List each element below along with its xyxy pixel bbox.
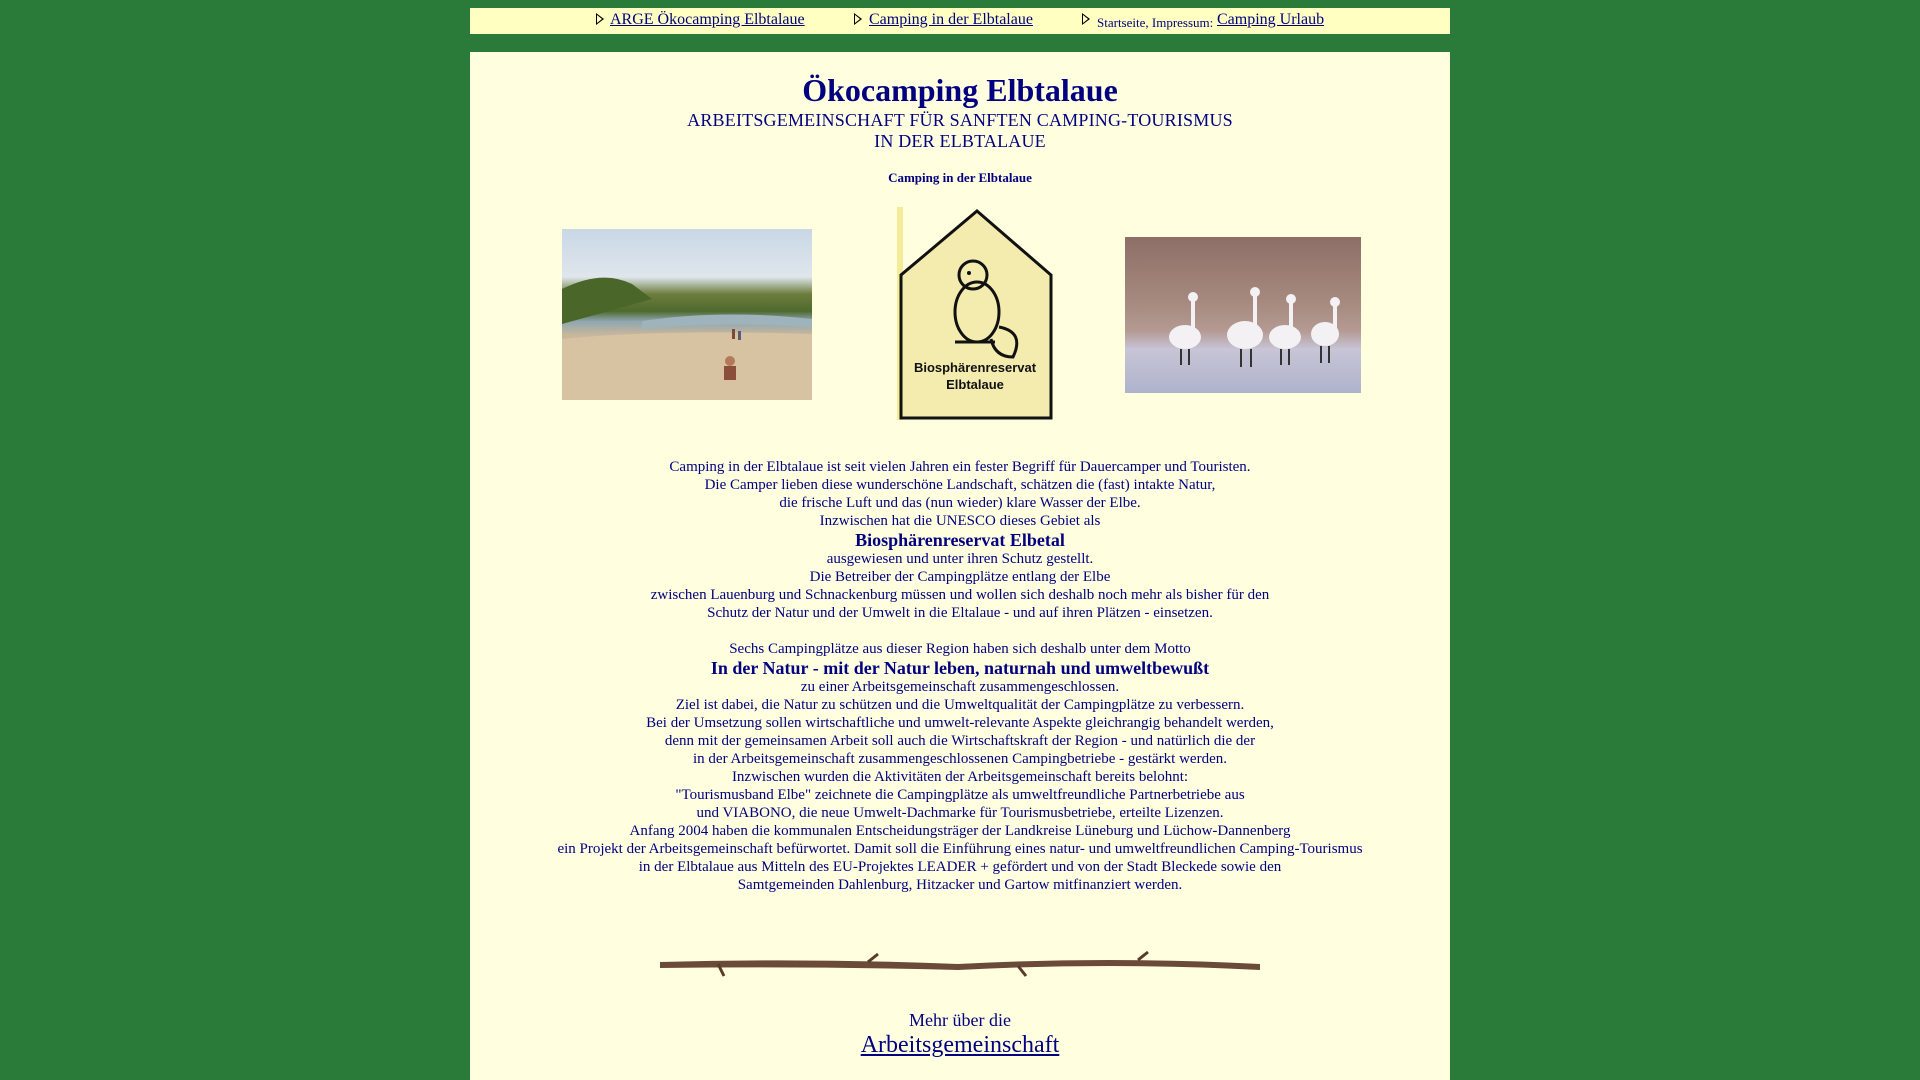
arrow-icon — [854, 13, 862, 25]
body-line: Inzwischen hat die UNESCO dieses Gebiet als — [819, 513, 1101, 529]
body-line: Samtgemeinden Dahlenburg, Hitzacker und Gartow mitfinanziert werden. — [737, 877, 1183, 893]
body-line: Camping in der Elbtalaue ist seit vielen Jahren ein fester Begriff für Dauercamper und Touristen. — [669, 459, 1251, 475]
body-line: Die Camper lieben diese wunderschöne Landschaft, schätzen die (fast) intakte Natur, — [704, 477, 1216, 493]
body-line: die frische Luft und das (nun wieder) klare Wasser der Elbe. — [779, 495, 1141, 511]
more-about-label: Mehr über die — [909, 1010, 1011, 1030]
body-line: Anfang 2004 haben die kommunalen Entscheidungsträger der Landkreise Lüneburg und Lüchow-Dannenberg — [629, 823, 1291, 839]
body-line: "Tourismusband Elbe" zeichnete die Campingplätze als umweltfreundliche Partnerbetriebe aus — [675, 787, 1245, 803]
swans-photo — [1125, 237, 1361, 393]
body-line: zwischen Lauenburg und Schnackenburg müssen und wollen sich deshalb noch mehr als bisher für den — [650, 587, 1270, 603]
page-title: Ökocamping Elbtalaue — [802, 72, 1118, 108]
body-line: Die Betreiber der Campingplätze entlang der Elbe — [809, 569, 1111, 585]
body-line: und VIABONO, die neue Umwelt-Dachmarke für Tourismusbetriebe, erteilte Lizenzen. — [696, 805, 1224, 821]
biosphere-beaver-logo — [895, 207, 1055, 420]
nav-startseite-label: Startseite, Impressum: — [1097, 15, 1214, 30]
logo-text-2: Elbtalaue — [946, 377, 1004, 392]
body-line: Ziel ist dabei, die Natur zu schützen und die Umweltqualität der Campingplätze zu verbessern. — [675, 697, 1245, 713]
nav-link-arge[interactable]: ARGE Ökocamping Elbtalaue — [610, 11, 805, 28]
section-heading: Camping in der Elbtalaue — [888, 170, 1032, 185]
nav-link-camping[interactable]: Camping in der Elbtalaue — [869, 11, 1033, 28]
page-subtitle-1: ARBEITSGEMEINSCHAFT FÜR SANFTEN CAMPING-TOURISMUS — [687, 110, 1233, 130]
nav-link-camping-urlaub[interactable]: Camping Urlaub — [1217, 11, 1325, 28]
highlight-text: In der Natur - mit der Natur leben, naturnah und umweltbewußt — [710, 658, 1210, 678]
body-line: in der Arbeitsgemeinschaft zusammengeschlossenen Campingbetriebe - gestärkt werden. — [693, 751, 1227, 767]
body-line: in der Elbtalaue aus Mitteln des EU-Projektes LEADER + gefördert und von der Stadt Bleckede sowie den — [638, 859, 1282, 875]
body-line: Schutz der Natur und der Umwelt in die Eltalaue - und auf ihren Plätzen - einsetzen. — [707, 605, 1213, 621]
body-line: zu einer Arbeitsgemeinschaft zusammengeschlossen. — [800, 679, 1120, 695]
top-nav-bar — [470, 8, 1450, 34]
highlight-text: Biosphärenreservat Elbetal — [855, 530, 1065, 550]
body-line: ein Projekt der Arbeitsgemeinschaft befürwortet. Damit soll die Einführung eines natur- und umweltfreundlichen Camping-Tourismus — [557, 841, 1363, 857]
page-subtitle-2: IN DER ELBTALAUE — [874, 131, 1046, 151]
arbeitsgemeinschaft-link[interactable]: Arbeitsgemeinschaft — [860, 1032, 1060, 1058]
body-line: Sechs Campingplätze aus dieser Region haben sich deshalb unter dem Motto — [729, 641, 1191, 657]
body-line: Inzwischen wurden die Aktivitäten der Arbeitsgemeinschaft bereits belohnt: — [731, 769, 1189, 785]
beach-photo — [562, 229, 812, 400]
arrow-icon — [1082, 13, 1090, 25]
body-text — [470, 458, 1450, 894]
branch-divider — [658, 950, 1262, 982]
logo-text-1: Biosphärenreservat — [913, 360, 1037, 375]
arrow-icon — [596, 13, 604, 25]
main-content — [470, 52, 1450, 1080]
body-line: denn mit der gemeinsamen Arbeit soll auch die Wirtschaftskraft der Region - und natürlich die der — [664, 733, 1256, 749]
body-line: Bei der Umsetzung sollen wirtschaftliche und umwelt-relevante Aspekte gleichrangig behandelt werden, — [646, 715, 1274, 731]
body-line: ausgewiesen und unter ihren Schutz gestellt. — [826, 551, 1094, 567]
